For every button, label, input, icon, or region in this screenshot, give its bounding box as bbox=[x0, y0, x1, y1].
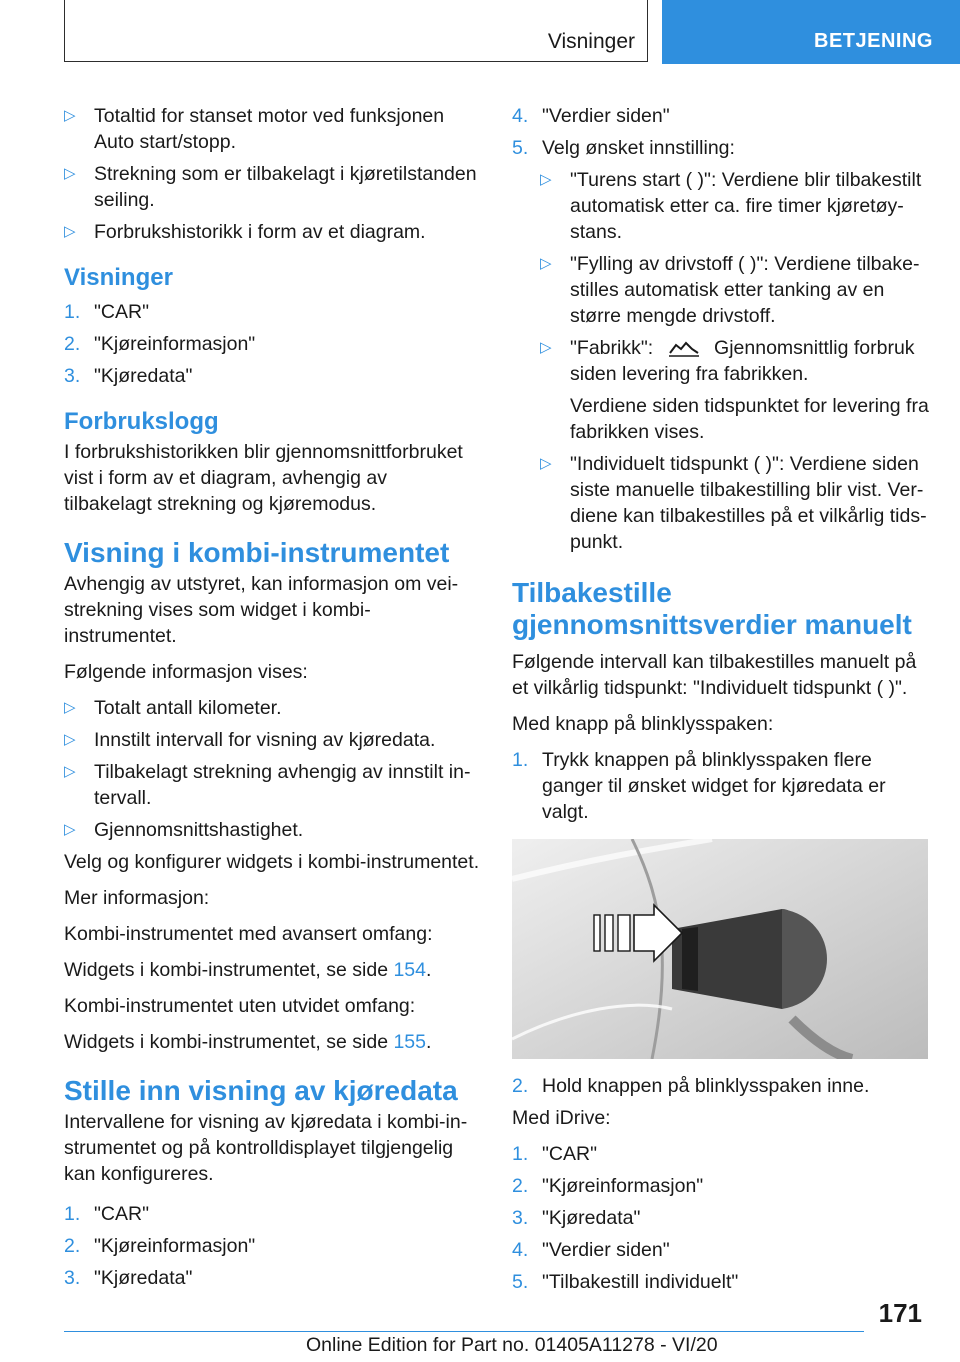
list-item bbox=[64, 363, 480, 389]
paragraph bbox=[64, 1029, 480, 1055]
list-item: ▷ Strekning som er tilbakelagt i kjøretilstanden seiling. bbox=[64, 161, 480, 213]
list-item: ▷ Innstilt intervall for visning av kjøredata. bbox=[64, 727, 480, 753]
paragraph: Følgende intervall kan tilbakestilles manuelt på et vilkårlig tidspunkt: "Individuelt tidspunkt ( )". bbox=[512, 651, 917, 699]
step-text: Hold knappen på blinklysspaken inne. bbox=[542, 1075, 870, 1097]
text: "Fabrikk": bbox=[570, 337, 654, 359]
list-item bbox=[512, 747, 930, 825]
list-item: ▷ Totaltid for stanset motor ved funksjonen Auto start/stopp. bbox=[64, 103, 480, 155]
list-item bbox=[512, 135, 930, 161]
paragraph: Mer informasjon: bbox=[64, 887, 210, 909]
paragraph: Følgende informasjon vises: bbox=[64, 661, 308, 683]
sub-list-item: ▷ "Individuelt tidspunkt ( )": Verdiene siden siste manuelle tilbakestilling blir vist. Verdiene kan tilbakestilles på et vilkårlig tidspunkt. bbox=[540, 451, 930, 555]
right-column bbox=[512, 103, 930, 1301]
list-item: ▷ Gjennomsnittshastighet. bbox=[64, 817, 480, 843]
lever-drawing bbox=[512, 839, 928, 1059]
step-number: 1. bbox=[64, 301, 81, 323]
list-item bbox=[512, 1269, 930, 1295]
list-item bbox=[512, 103, 930, 129]
step-text: "CAR" bbox=[94, 1203, 150, 1225]
step-text: "Kjøreinformasjon" bbox=[94, 333, 256, 355]
left-column bbox=[64, 103, 480, 1297]
step-number: 5. bbox=[512, 1271, 529, 1293]
header-chapter-tab bbox=[662, 0, 960, 64]
header-section-title: Visninger bbox=[547, 30, 635, 53]
list-item: ▷ Tilbakelagt strekning avhengig av innstilt intervall. bbox=[64, 759, 480, 811]
text: Widgets i kombi-instrumentet, se side bbox=[64, 959, 394, 981]
list-item: ▷ Forbrukshistorikk i form av et diagram. bbox=[64, 219, 480, 245]
list-item bbox=[512, 1205, 930, 1231]
turn-signal-lever-illustration bbox=[512, 839, 928, 1059]
paragraph: Avhengig av utstyret, kan informasjon om veistrekning vises som widget i kombi-instrumentet. bbox=[64, 573, 459, 647]
step-text: "CAR" bbox=[94, 301, 150, 323]
step-text: "Verdier siden" bbox=[542, 1239, 670, 1261]
text: Gjennomsnittlig forbruk siden levering fra fabrikken. bbox=[570, 337, 915, 385]
list-item bbox=[512, 1173, 930, 1199]
heading-forbrukslogg: Forbrukslogg bbox=[64, 408, 219, 435]
list-item bbox=[512, 1237, 930, 1263]
step-text: "Verdier siden" bbox=[542, 105, 670, 127]
heading-tilbakestille: Tilbakestille gjennomsnittsverdier manuelt bbox=[512, 577, 912, 640]
step-number: 2. bbox=[64, 333, 81, 355]
chapter-label: BETJENING bbox=[814, 30, 933, 52]
heading-kombi: Visning i kombi-instrumentet bbox=[64, 537, 450, 568]
step-number: 5. bbox=[512, 137, 529, 159]
step-text: "Kjøreinformasjon" bbox=[542, 1175, 704, 1197]
list-item bbox=[64, 331, 480, 357]
paragraph: Kombi-instrumentet med avansert omfang: bbox=[64, 923, 433, 945]
sub-list-item bbox=[540, 335, 930, 387]
paragraph: Intervallene for visning av kjøredata i kombi-instrumentet og på kontrolldisplayet tilgjengelig kan konfigureres. bbox=[64, 1111, 468, 1185]
list-item bbox=[64, 1233, 480, 1259]
list-item bbox=[64, 1265, 480, 1291]
step-number: 3. bbox=[64, 1267, 81, 1289]
paragraph: Verdiene siden tidspunktet for levering fra fabrikken vises. bbox=[570, 395, 929, 443]
heading-visninger: Visninger bbox=[64, 264, 173, 291]
paragraph: Med knapp på blinklysspaken: bbox=[512, 713, 774, 735]
page-link-155[interactable]: 155 bbox=[393, 1031, 426, 1053]
paragraph: I forbrukshistorikken blir gjennomsnittforbruket vist i form av et diagram, avhengig av tilbakelagt strekning og kjøremodus. bbox=[64, 441, 463, 515]
step-text: "Kjøredata" bbox=[94, 1267, 193, 1289]
list-item bbox=[64, 299, 480, 325]
step-text: "CAR" bbox=[542, 1143, 598, 1165]
step-number: 2. bbox=[512, 1075, 529, 1097]
paragraph: Velg og konfigurer widgets i kombi-instrumentet. bbox=[64, 851, 480, 873]
list-item bbox=[512, 1073, 930, 1099]
step-number: 2. bbox=[512, 1175, 529, 1197]
text: Widgets i kombi-instrumentet, se side bbox=[64, 1031, 394, 1053]
step-number: 3. bbox=[512, 1207, 529, 1229]
text: . bbox=[426, 1031, 432, 1053]
paragraph: Kombi-instrumentet uten utvidet omfang: bbox=[64, 995, 416, 1017]
step-text: Trykk knappen på blinklysspaken flere ganger til ønsket widget for kjøredata er valgt. bbox=[542, 749, 886, 823]
step-number: 3. bbox=[64, 365, 81, 387]
page-link-154[interactable]: 154 bbox=[393, 959, 426, 981]
step-number: 1. bbox=[512, 1143, 529, 1165]
list-item bbox=[64, 1201, 480, 1227]
step-number: 1. bbox=[512, 749, 529, 771]
paragraph bbox=[64, 957, 480, 983]
step-text: "Kjøreinformasjon" bbox=[94, 1235, 256, 1257]
sub-list-item: ▷ "Turens start ( )": Verdiene blir tilbakestilt automatisk etter ca. fire timer kjøretøystans. bbox=[540, 167, 930, 245]
list-item: ▷ Totalt antall kilometer. bbox=[64, 695, 480, 721]
factory-icon bbox=[667, 340, 701, 358]
footer-edition: Online Edition for Part no. 01405A11278 - VI/20 bbox=[306, 1334, 718, 1356]
step-text: "Kjøredata" bbox=[94, 365, 193, 387]
step-number: 4. bbox=[512, 105, 529, 127]
step-number: 2. bbox=[64, 1235, 81, 1257]
heading-stille-inn: Stille inn visning av kjøredata bbox=[64, 1075, 458, 1106]
text: . bbox=[426, 959, 432, 981]
paragraph: Med iDrive: bbox=[512, 1107, 611, 1129]
sub-list-item: ▷ "Fylling av drivstoff ( )": Verdiene tilbakestilles automatisk etter tanking av en større mengde drivstoff. bbox=[540, 251, 930, 329]
page-number: 171 bbox=[878, 1298, 922, 1328]
step-number: 4. bbox=[512, 1239, 529, 1261]
list-item bbox=[512, 1141, 930, 1167]
step-text: "Kjøredata" bbox=[542, 1207, 641, 1229]
step-text: Velg ønsket innstilling: bbox=[542, 137, 735, 159]
step-text: "Tilbakestill individuelt" bbox=[542, 1271, 739, 1293]
footer-divider bbox=[64, 1331, 864, 1332]
step-number: 1. bbox=[64, 1203, 81, 1225]
